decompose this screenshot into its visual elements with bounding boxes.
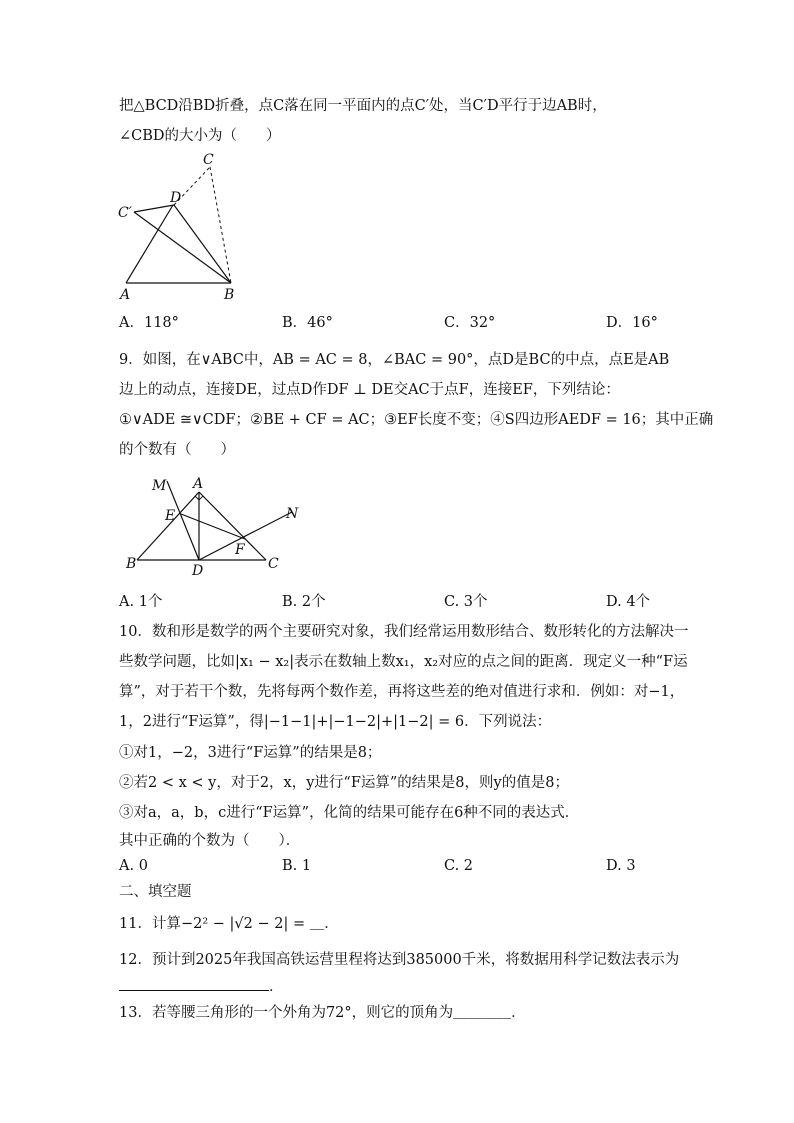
label-c-prime: C′	[118, 205, 132, 221]
q10-option-b: B. 1	[282, 858, 312, 874]
q10-line-2: 些数学问题，比如|x₁ − x₂|表示在数轴上数x₁，x₂对应的点之间的距离．现定义一种“F运	[119, 654, 688, 670]
q8-figure	[110, 150, 260, 305]
q9-line-4: 的个数有（ ）	[119, 442, 235, 458]
label-c: C	[268, 556, 279, 572]
segment-ef	[181, 514, 245, 539]
q9-option-c: C. 3个	[444, 594, 488, 610]
segment-ac	[199, 492, 266, 560]
label-c: C	[203, 152, 214, 168]
q10-option-c: C. 2	[444, 858, 474, 874]
label-b: B	[126, 556, 137, 572]
label-b: B	[224, 287, 235, 303]
segment-dn	[199, 512, 292, 560]
q10-item-1: ①对1，−2，3进行“F运算”的结果是8；	[119, 745, 382, 761]
q12-end: ．	[269, 979, 284, 995]
label-m: M	[152, 478, 167, 494]
segment-cprime-b	[134, 212, 231, 283]
q12-blank	[119, 976, 269, 991]
label-e: E	[165, 508, 176, 524]
q12-answer-line	[119, 976, 284, 997]
q8-option-d: D．16°	[606, 315, 658, 331]
q10-item-3: ③对a，a，b，c进行“F运算”，化简的结果可能存在6种不同的表达式．	[119, 805, 580, 821]
q9-line-3: ①∨ADE ≅∨CDF；②BE + CF = AC；③EF长度不变；④S四边形AEDF = 16；其中正确	[119, 412, 714, 428]
q11-text: 11．计算−2² − |√2 − 2| = ＿．	[119, 916, 339, 932]
q10-option-d: D. 3	[606, 858, 636, 874]
label-d: D	[170, 190, 182, 206]
q10-line-3: 算”，对于若干个数，先将每两个数作差，再将这些差的绝对值进行求和．例如：对−1，	[119, 684, 685, 700]
q10-item-2: ②若2 < x < y，对于2，x，y进行“F运算”的结果是8，则y的值是8；	[119, 775, 569, 791]
q8-option-b: B．46°	[282, 315, 333, 331]
q10-line-5: 其中正确的个数为（ ）．	[119, 833, 301, 849]
segment-cprime-d	[134, 205, 174, 212]
q9-line-1: 9．如图，在∨ABC中，AB = AC = 8，∠BAC = 90°，点D是BC的中点，点E是AB	[119, 352, 670, 368]
q9-line-2: 边上的动点，连接DE，过点D作DF ⊥ DE交AC于点F，连接EF，下列结论：	[119, 382, 620, 398]
q12-line-1: 12．预计到2025年我国高铁运营里程将达到385000千米，将数据用科学记数法表示为	[119, 952, 680, 968]
q8-option-c: C．32°	[444, 315, 496, 331]
q9-figure	[120, 470, 320, 582]
q9-option-d: D. 4个	[606, 594, 651, 610]
q8-option-a: A．118°	[119, 315, 179, 331]
segment-a-d	[126, 205, 173, 283]
q10-line-4: 1，2进行“F运算”，得|−1−1|+|−1−2|+|1−2| = 6．下列说法：	[119, 714, 552, 730]
q10-option-a: A. 0	[119, 858, 148, 874]
segment-ba	[137, 492, 199, 560]
q9-option-b: B. 2个	[282, 594, 326, 610]
q13-text: 13．若等腰三角形的一个外角为72°，则它的顶角为＿＿＿＿．	[119, 1005, 526, 1021]
label-f: F	[235, 542, 245, 558]
label-n: N	[286, 506, 299, 522]
label-d: D	[192, 563, 204, 579]
label-a: A	[120, 287, 131, 303]
label-a: A	[193, 476, 204, 492]
q8-line-2: ∠CBD的大小为（ ）	[119, 128, 281, 144]
segment-db	[174, 205, 231, 283]
q9-option-a: A. 1个	[119, 594, 163, 610]
q10-line-1: 10．数和形是数学的两个主要研究对象，我们经常运用数形结合、数形转化的方法解决一	[119, 624, 689, 640]
q8-line-1: 把△BCD沿BD折叠，点C落在同一平面内的点C′处，当C′D平行于边AB时，	[119, 98, 607, 114]
segment-cb-dashed	[210, 167, 231, 283]
section-title-fill-in: 二、填空题	[119, 884, 192, 900]
